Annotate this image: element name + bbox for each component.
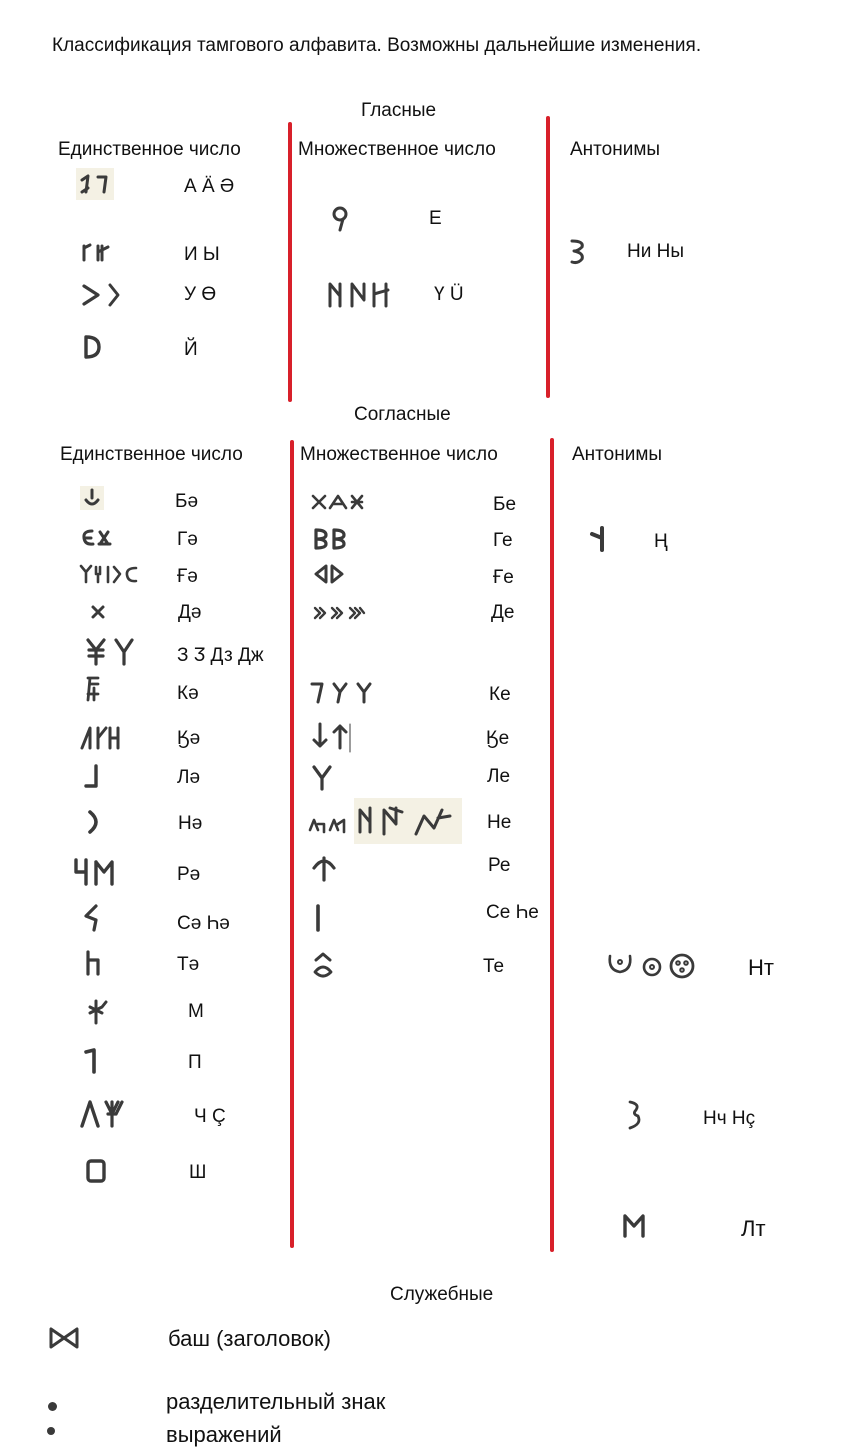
- separator-dots-icon: [48, 1402, 57, 1411]
- consonant-label-lt: Лт: [741, 1216, 766, 1241]
- tamga-bash-icon: [46, 1324, 82, 1352]
- consonant-label-l: Лә: [177, 767, 201, 788]
- consonants-heading: Согласные: [354, 404, 451, 425]
- vowels-divider-left: [288, 122, 292, 402]
- consonants-antonyms-header: Антонимы: [572, 444, 663, 465]
- tamga-lt-icon: [620, 1210, 648, 1240]
- consonant-label-be: Бе: [493, 494, 517, 515]
- consonant-label-ne: Не: [487, 812, 512, 833]
- vowel-label-i: И Ы: [184, 244, 220, 265]
- tamga-m-icon: [86, 998, 110, 1026]
- vowels-plural-header: Множественное число: [298, 139, 496, 160]
- service-label-separator-line2: выражений: [166, 1422, 282, 1447]
- tamga-d-icon: [88, 602, 108, 622]
- consonant-label-b: Бә: [175, 491, 199, 512]
- tamga-ni-icon: [568, 237, 588, 267]
- tamga-q-icon: [78, 722, 124, 752]
- tamga-l-icon: [82, 762, 102, 790]
- consonants-divider-left: [290, 440, 294, 1248]
- tamga-ge-icon: [312, 526, 352, 552]
- tamga-nch-icon: [624, 1098, 646, 1132]
- consonant-label-ng: Ң: [654, 531, 668, 552]
- page-title: Классификация тамгового алфавита. Возможны дальнейшие изменения.: [52, 35, 702, 56]
- vowel-label-u: У Ө: [184, 284, 217, 305]
- separator-dot-lower: [47, 1427, 55, 1435]
- tamga-b-icon: [80, 486, 104, 510]
- tamga-z-icon: [84, 636, 136, 668]
- tamga-t-icon: [82, 948, 106, 978]
- tamga-r-icon: [72, 856, 118, 888]
- tamga-p-icon: [82, 1046, 102, 1076]
- tamga-a-icon: [76, 168, 114, 200]
- tamga-ke-icon: [308, 678, 376, 706]
- consonant-label-n: Нә: [178, 813, 203, 834]
- tamga-ch-icon: [78, 1096, 128, 1130]
- consonants-divider-right: [550, 438, 554, 1252]
- tamga-nt-icon: [604, 948, 700, 984]
- tamga-be-icon: [310, 490, 366, 514]
- consonant-label-re: Ре: [488, 855, 511, 876]
- consonant-label-de: Де: [491, 602, 515, 623]
- vowel-label-y: Й: [184, 339, 198, 360]
- consonant-label-ge: Ге: [493, 530, 513, 551]
- consonant-label-z: З Ӡ Дз Дж: [177, 645, 264, 666]
- tamga-ne-icon: [354, 798, 462, 844]
- consonant-label-gh: Ғә: [177, 566, 198, 587]
- tamga-y-icon: [82, 334, 102, 360]
- consonant-label-se: Се Һе: [486, 902, 539, 923]
- consonant-label-r: Рә: [177, 864, 201, 885]
- tamga-e-icon: [330, 205, 350, 233]
- tamga-g-icon: [80, 526, 114, 550]
- consonant-label-k: Кә: [177, 683, 199, 704]
- consonant-label-le: Ле: [487, 766, 511, 787]
- service-label-bash: баш (заголовок): [168, 1326, 331, 1351]
- vowel-label-ni: Ни Ны: [627, 241, 684, 262]
- consonant-label-ch: Ч Ç: [194, 1106, 226, 1127]
- consonants-singular-header: Единственное число: [60, 444, 243, 465]
- vowels-singular-header: Единственное число: [58, 139, 241, 160]
- service-label-separator-line1: разделительный знак: [166, 1389, 386, 1414]
- tamga-ne-icon-a: [306, 812, 348, 836]
- tamga-le-icon: [310, 762, 334, 792]
- tamga-k-icon: [82, 674, 104, 704]
- consonant-label-s: Сә Һә: [177, 913, 230, 934]
- consonant-label-m: М: [188, 1001, 204, 1022]
- tamga-qe-icon: [310, 720, 354, 754]
- vowel-label-a: А Ä Ә: [184, 176, 235, 197]
- consonant-label-g: Гә: [177, 529, 198, 550]
- consonant-label-ke: Ке: [489, 684, 511, 705]
- tamga-gh-icon: [78, 562, 142, 586]
- vowels-heading: Гласные: [361, 100, 437, 121]
- tamga-te-icon: [310, 950, 336, 982]
- tamga-ue-icon: [326, 278, 394, 310]
- consonant-label-sh: Ш: [189, 1162, 207, 1183]
- consonant-label-ghe: Ғе: [493, 567, 514, 588]
- vowels-antonyms-header: Антонимы: [570, 139, 661, 160]
- tamga-n-icon: [84, 808, 104, 836]
- consonant-label-p: П: [188, 1052, 202, 1073]
- consonant-label-te: Те: [483, 956, 505, 977]
- service-heading: Служебные: [390, 1284, 494, 1305]
- tamga-i-icon: [80, 242, 114, 264]
- vowel-label-e: Е: [429, 208, 442, 229]
- consonant-label-q: Ӄә: [177, 728, 201, 749]
- tamga-sh-icon: [84, 1156, 108, 1186]
- vowels-divider-right: [546, 116, 550, 398]
- consonant-label-d: Дә: [178, 602, 202, 623]
- tamga-s-icon: [80, 902, 104, 934]
- tamga-ghe-icon: [312, 563, 348, 585]
- tamga-de-icon: [312, 602, 368, 624]
- consonant-label-nch: Нч Нç: [703, 1108, 756, 1129]
- consonants-plural-header: Множественное число: [300, 444, 498, 465]
- consonant-label-t: Тә: [177, 954, 200, 975]
- consonant-label-nt: Нт: [748, 955, 774, 980]
- consonant-label-qe: Ӄе: [486, 728, 510, 749]
- tamga-ng-icon: [586, 524, 612, 554]
- vowel-label-ue: Ү Ü: [434, 284, 464, 305]
- tamga-se-icon: [310, 902, 326, 934]
- tamga-re-icon: [310, 852, 338, 884]
- tamga-u-icon: [80, 280, 128, 310]
